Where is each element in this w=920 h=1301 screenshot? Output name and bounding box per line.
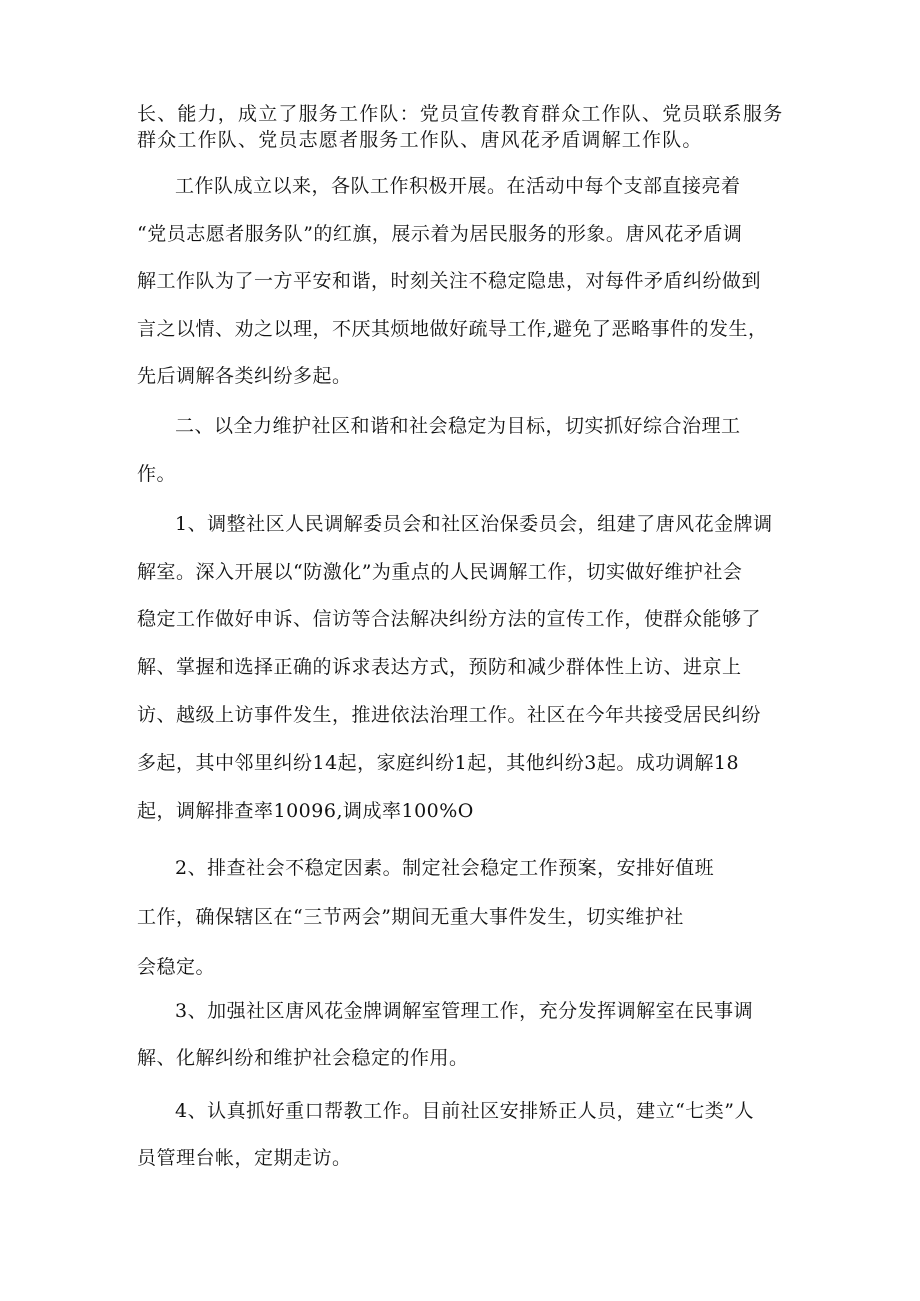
paragraph-line: 工作，确保辖区在“三节两会”期间无重大事件发生，切实维护社 bbox=[137, 906, 684, 928]
paragraph-line: 长、能力，成立了服务工作队：党员宣传教育群众工作队、党员联系服务 bbox=[137, 103, 784, 125]
paragraph-line: 稳定工作做好申诉、信访等合法解决纠纷方法的宣传工作，使群众能够了 bbox=[137, 608, 762, 630]
paragraph-line: 群众工作队、党员志愿者服务工作队、唐风花矛盾调解工作队。 bbox=[137, 129, 703, 151]
paragraph-line: 先后调解各类纠纷多起。 bbox=[137, 365, 352, 387]
paragraph-line: 解室。深入开展以“防激化”为重点的人民调解工作，切实做好维护社会 bbox=[137, 561, 743, 583]
paragraph-line: 1、调整社区人民调解委员会和社区治保委员会，组建了唐风花金牌调 bbox=[175, 513, 773, 535]
paragraph-line: 言之以情、劝之以理，不厌其烦地做好疏导工作,避免了恶略事件的发生， bbox=[137, 318, 768, 340]
paragraph-line: 3、加强社区唐风花金牌调解室管理工作，充分发挥调解室在民事调 bbox=[175, 1000, 754, 1022]
paragraph-line: 员管理台帐，定期走访。 bbox=[137, 1147, 352, 1169]
paragraph-line: 访、越级上访事件发生，推进依法治理工作。社区在今年共接受居民纠纷 bbox=[137, 704, 762, 726]
paragraph-line: 工作队成立以来，各队工作积极开展。在活动中每个支部直接亮着 bbox=[175, 175, 741, 197]
paragraph-line: 起，调解排查率10096,调成率100%O bbox=[137, 800, 474, 822]
paragraph-line: 会稳定。 bbox=[137, 956, 216, 978]
section-heading-line: 作。 bbox=[137, 463, 177, 485]
paragraph-line: 2、排查社会不稳定因素。制定社会稳定工作预案，安排好值班 bbox=[175, 857, 715, 879]
section-heading-line: 二、以全力维护社区和谐和社会稳定为目标，切实抓好综合治理工 bbox=[175, 415, 741, 437]
paragraph-line: 解、化解纠纷和维护社会稳定的作用。 bbox=[137, 1047, 469, 1069]
paragraph-line: 多起，其中邻里纠纷14起，家庭纠纷1起，其他纠纷3起。成功调解18 bbox=[137, 752, 740, 774]
paragraph-line: “党员志愿者服务队”的红旗，展示着为居民服务的形象。唐风花矛盾调 bbox=[137, 223, 743, 245]
paragraph-line: 解工作队为了一方平安和谐，时刻关注不稳定隐患，对每件矛盾纠纷做到 bbox=[137, 270, 762, 292]
paragraph-line: 4、认真抓好重口帮教工作。目前社区安排矫正人员，建立“七类”人 bbox=[175, 1100, 755, 1122]
paragraph-line: 解、掌握和选择正确的诉求表达方式，预防和减少群体性上访、进京上 bbox=[137, 656, 742, 678]
